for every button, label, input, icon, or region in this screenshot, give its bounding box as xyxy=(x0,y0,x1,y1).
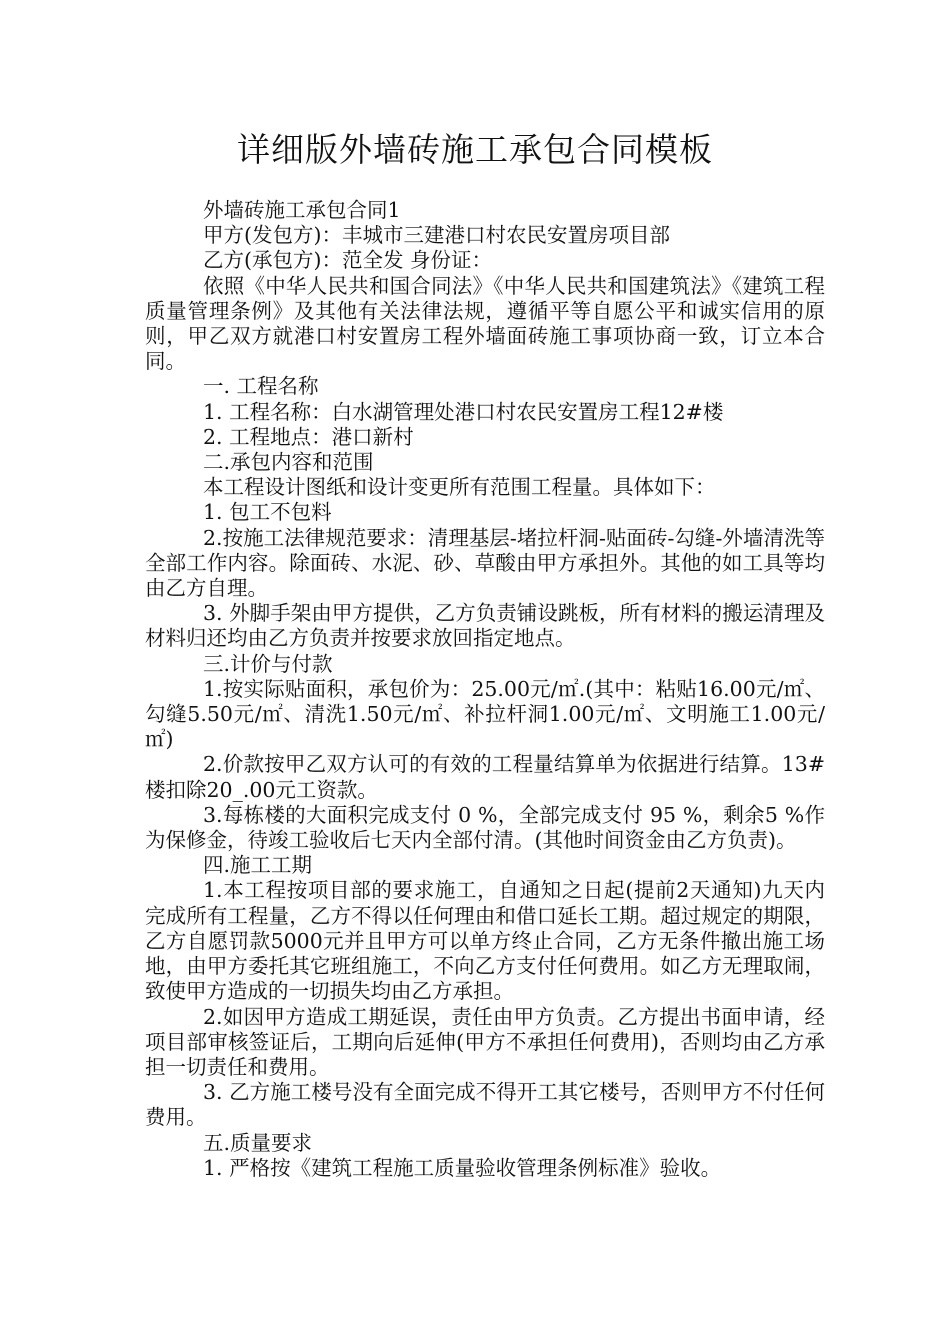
paragraph-scope-2: 2.按施工法律规范要求：清理基层-堵拉杆洞-贴面砖-勾缝-外墙清洗等全部工作内容。除面砖、水泥、砂、草酸由甲方承担外。其他的如工具等均由乙方自理。 xyxy=(145,525,825,601)
paragraph-pricing-3: 3.每栋楼的大面积完成支付 0 %，全部完成支付 95 %，剩余5 %作为保修金，待竣工验收后七天内全部付清。(其他时间资金由乙方负责)。 xyxy=(145,802,825,853)
paragraph-party-a: 甲方(发包方)：丰城市三建港口村农民安置房项目部 xyxy=(203,223,670,248)
section-heading-pricing: 三.计价与付款 xyxy=(203,651,333,676)
paragraph-preamble: 依照《中华人民共和国合同法》《中华人民共和国建筑法》《建筑工程质量管理条例》及其他有关法律法规，遵循平等自愿公平和诚实信用的原则，甲乙双方就港口村安置房工程外墙面砖施工事项协商一致，订立本合同。 xyxy=(145,273,825,374)
document-title: 详细版外墙砖施工承包合同模板 xyxy=(237,130,713,169)
section-heading-schedule: 四.施工工期 xyxy=(203,853,313,878)
paragraph-project-location: 2. 工程地点：港口新村 xyxy=(203,424,414,449)
paragraph-scope-1: 1. 包工不包料 xyxy=(203,500,332,525)
section-heading-quality: 五.质量要求 xyxy=(203,1130,313,1155)
paragraph-contract-name: 外墙砖施工承包合同1 xyxy=(203,198,401,222)
paragraph-quality-1: 1. 严格按《建筑工程施工质量验收管理条例标准》验收。 xyxy=(203,1155,722,1180)
paragraph-party-b: 乙方(承包方)：范全发 身份证： xyxy=(203,248,493,273)
paragraph-pricing-2: 2.价款按甲乙双方认可的有效的工程量结算单为依据进行结算。13#楼扣除20_.00元工资款。 xyxy=(145,752,825,802)
paragraph-schedule-3: 3. 乙方施工楼号没有全面完成不得开工其它楼号，否则甲方不付任何费用。 xyxy=(145,1080,825,1130)
paragraph-schedule-2: 2.如因甲方造成工期延误，责任由甲方负责。乙方提出书面申请，经项目部审核签证后，工期向后延伸(甲方不承担任何费用)，否则均由乙方承担一切责任和费用。 xyxy=(145,1004,825,1079)
paragraph-schedule-1: 1.本工程按项目部的要求施工，自通知之日起(提前2天通知)九天内完成所有工程量，乙方不得以任何理由和借口延长工期。超过规定的期限，乙方自愿罚款5000元并且甲方可以单方终止合同，乙方无条件撤出施工场地，由甲方委托其它班组施工，不向乙方支付任何费用。如乙方无理取闹，致使甲方造成的一切损失均由乙方承担。 xyxy=(145,878,825,1004)
paragraph-scope-intro: 本工程设计图纸和设计变更所有范围工程量。具体如下： xyxy=(203,475,716,500)
section-heading-project-name: 一. 工程名称 xyxy=(203,374,319,399)
paragraph-scope-3: 3. 外脚手架由甲方提供，乙方负责铺设跳板，所有材料的搬运清理及材料归还均由乙方负责并按要求放回指定地点。 xyxy=(145,601,825,651)
paragraph-pricing-1: 1.按实际贴面积，承包价为：25.00元/㎡.(其中：粘贴16.00元/㎡、勾缝5.50元/㎡、清洗1.50元/㎡、补拉杆洞1.00元/㎡、文明施工1.00元/㎡) xyxy=(145,676,825,752)
section-heading-scope: 二.承包内容和范围 xyxy=(203,450,374,475)
paragraph-project-name: 1. 工程名称：白水湖管理处港口村农民安置房工程12#楼 xyxy=(203,399,724,424)
document-body xyxy=(145,198,825,1181)
